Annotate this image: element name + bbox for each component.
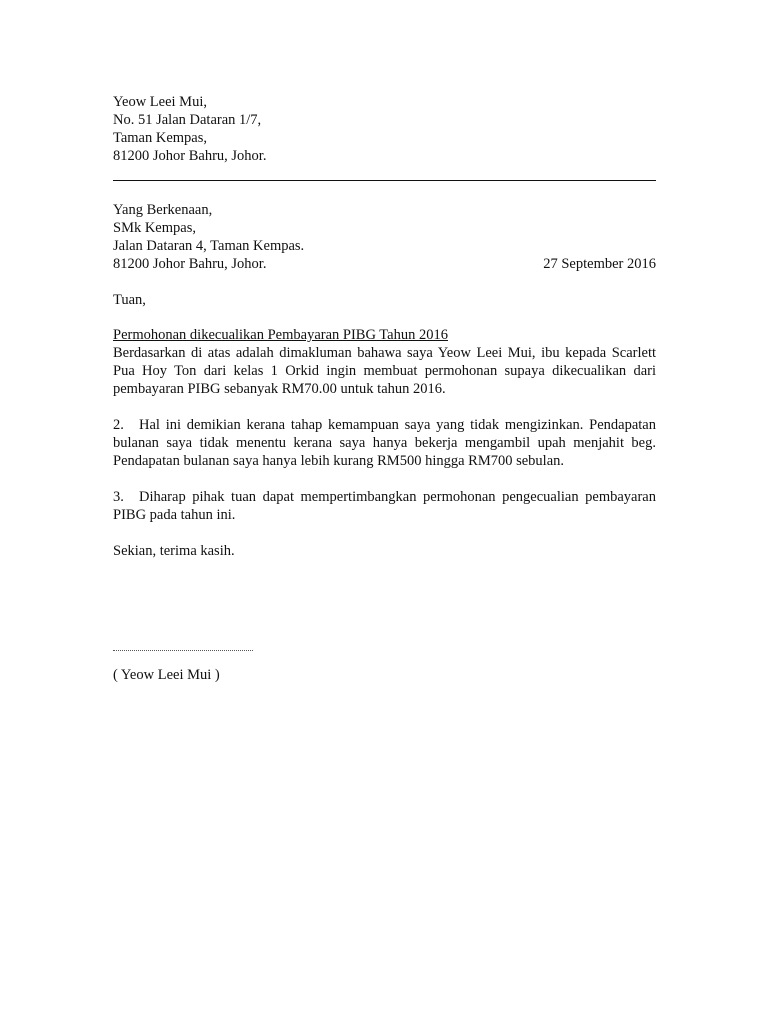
paragraph-3-number: 3. [113,489,124,505]
recipient-address-line2: 81200 Johor Bahru, Johor. [113,256,267,272]
closing: Sekian, terima kasih. [113,543,235,559]
subject-and-paragraph1 [113,326,656,398]
sender-name: Yeow Leei Mui, [113,94,207,110]
paragraph-2 [113,416,656,470]
sender-address [113,93,656,165]
recipient-address [113,201,656,273]
sender-address-line1: No. 51 Jalan Dataran 1/7, [113,112,262,128]
recipient-school: SMk Kempas, [113,220,196,236]
sender-address-line2: Taman Kempas, [113,130,208,146]
header-divider [113,180,656,181]
recipient-last-row [113,255,656,273]
paragraph-3 [113,488,656,524]
sender-address-line3: 81200 Johor Bahru, Johor. [113,148,267,164]
signature-line [113,650,253,651]
signature-name: ( Yeow Leei Mui ) [113,667,220,683]
letter-date: 27 September 2016 [543,256,656,272]
paragraph-1: Berdasarkan di atas adalah dimakluman bahawa saya Yeow Leei Mui, ibu kepada Scarlett Pua Hoy Ton dari kelas 1 Orkid ingin membuat permohonan supaya dikecualikan dari pembayaran PIBG sebanyak RM70.00 untuk tahun 2016. [113,345,656,397]
subject-title: Permohonan dikecualikan Pembayaran PIBG Tahun 2016 [113,327,448,343]
salutation: Tuan, [113,292,146,308]
recipient-address-line1: Jalan Dataran 4, Taman Kempas. [113,238,305,254]
paragraph-2-number: 2. [113,417,124,433]
paragraph-2-text: Hal ini demikian kerana tahap kemampuan saya yang tidak mengizinkan. Pendapatan bulanan saya tidak menentu kerana saya hanya bekerja mengambil upah menjahit beg. Pendapatan bulanan saya hanya lebih kurang RM500 hingga RM700 sebulan. [113,417,656,469]
recipient-attention: Yang Berkenaan, [113,202,213,218]
paragraph-3-text: Diharap pihak tuan dapat mempertimbangkan permohonan pengecualian pembayaran PIBG pada tahun ini. [113,489,656,523]
